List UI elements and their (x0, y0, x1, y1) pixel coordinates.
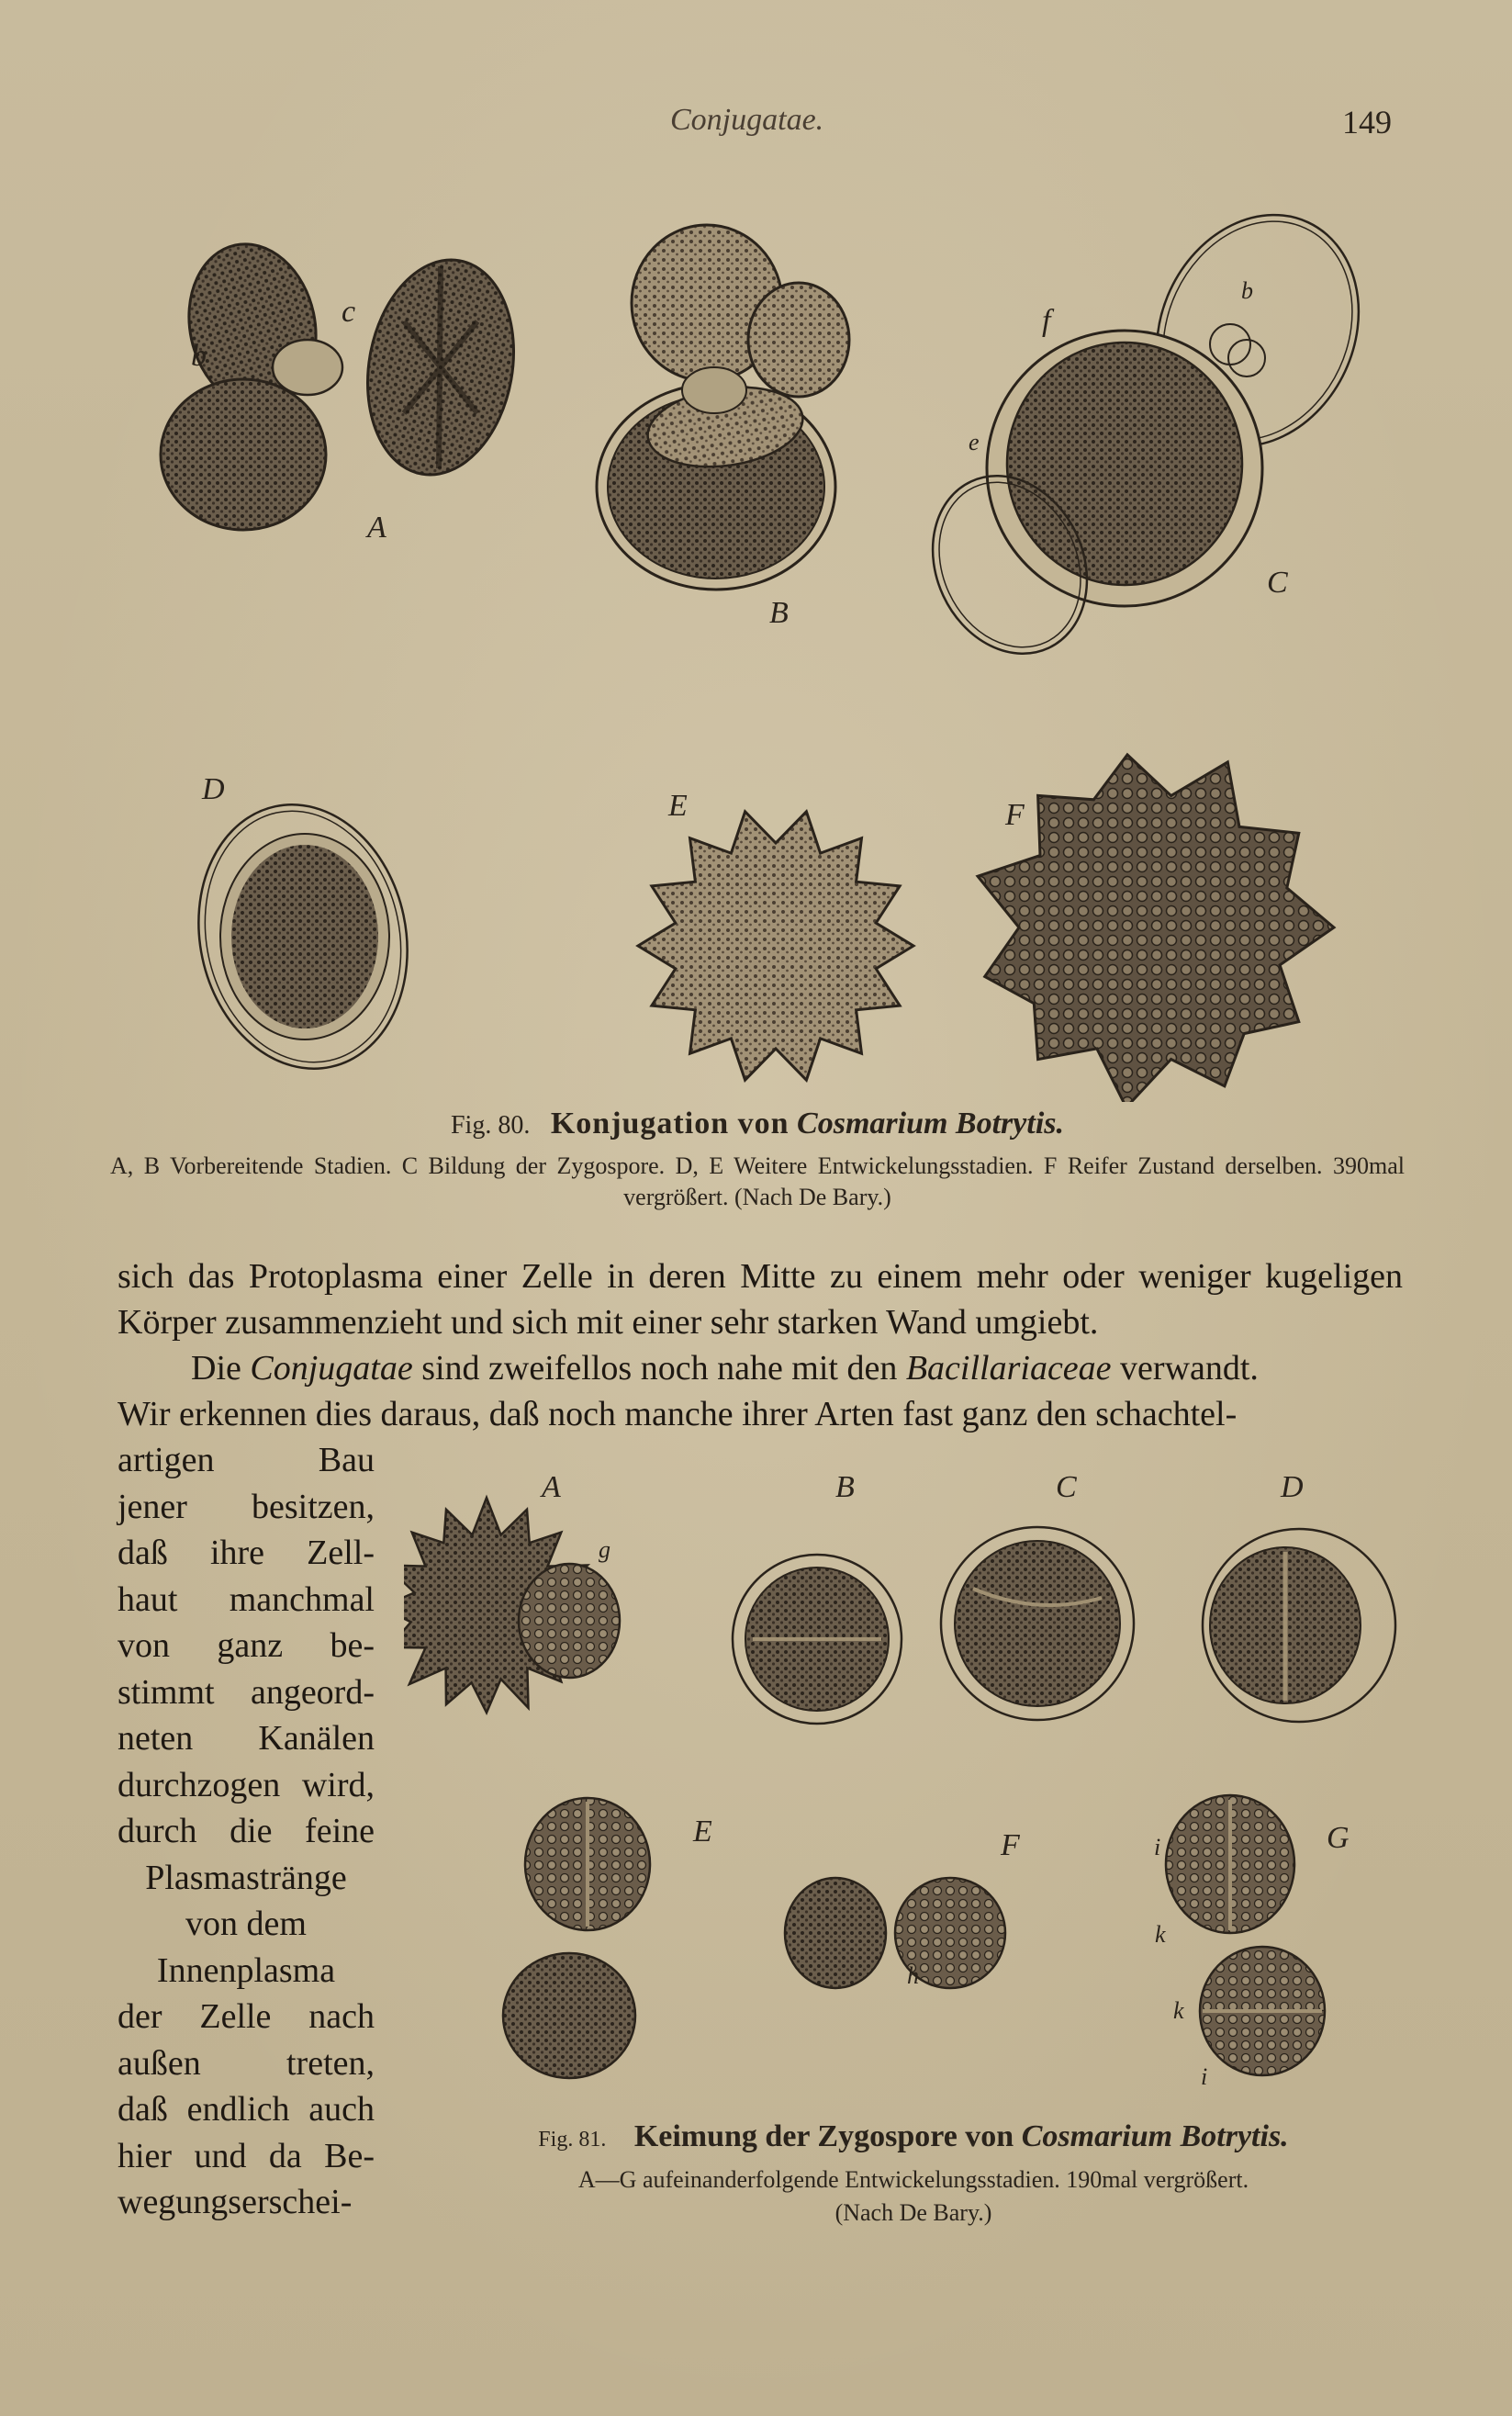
text-line: daß endlich auch (118, 2090, 375, 2129)
fig80-D-zygospore (174, 785, 431, 1088)
fig80-label-B: B (769, 596, 789, 630)
figure-81-title-species: Cosmarium Botrytis. (1021, 2119, 1289, 2153)
paragraph-2: Die Conjugatae sind zweifellos noch nahe mit den Bacillariaceae verwandt. (191, 1349, 1259, 1388)
fig81-label-D: D (1281, 1470, 1304, 1504)
fig81-B-cell (733, 1555, 902, 1724)
fig81-D-cell (1203, 1529, 1395, 1722)
fig80-label-A: A (367, 511, 386, 545)
fig81-G-cells (1166, 1795, 1325, 2075)
fig80-label-b2: b (1241, 277, 1253, 304)
figure-80-illustration (92, 184, 1432, 1102)
fig81-label-k1: k (1155, 1921, 1166, 1948)
figure-80-title-text: Konjugation von (550, 1107, 790, 1141)
figure-81-title (418, 2119, 1409, 2154)
figure-81-title-text: Keimung der Zygospore von (633, 2119, 1014, 2153)
text-line: neten Kanälen (118, 1719, 375, 1758)
text-line: Plasmastränge (145, 1858, 347, 1897)
text-line: durchzogen wird, (118, 1765, 375, 1804)
fig80-label-f: f (1042, 304, 1051, 338)
figure-80-title (110, 1107, 1405, 1141)
text-line: hier und da Be- (118, 2136, 375, 2175)
text-line: artigen Bau (118, 1441, 375, 1479)
paragraph-1: sich das Protoplasma einer Zelle in deren Mitte zu einem mehr oder weniger kugeligen Körper zusammenzieht und sich mit einer sehr starken Wand umgiebt. (118, 1257, 1403, 1342)
fig81-label-A: A (542, 1470, 561, 1504)
fig81-label-h: h (907, 1962, 919, 1989)
figure-81-number: Fig. 81. (538, 2128, 607, 2152)
text-line: haut manchmal (118, 1579, 375, 1619)
text-line: von ganz be- (118, 1626, 375, 1665)
fig81-label-k2: k (1173, 1997, 1184, 2024)
text-line: jener besitzen, (118, 1487, 375, 1526)
fig80-label-c: c (342, 295, 356, 329)
fig80-label-C: C (1267, 566, 1288, 600)
figure-81-caption-desc: A—G aufeinanderfolgende Entwickelungsstadien. 190mal vergrößert. (577, 2166, 1249, 2193)
fig81-A-germinating-spore (404, 1498, 620, 1713)
fig81-F-cells (785, 1878, 1005, 1988)
text-line: durch die feine (118, 1812, 375, 1850)
text-line: stimmt angeord- (118, 1672, 375, 1712)
running-header: Conjugatae. (670, 103, 824, 137)
fig80-label-e: e (969, 429, 980, 455)
fig80-label-F: F (1005, 798, 1025, 832)
fig80-A-cells (161, 232, 530, 530)
figure-80-caption: A, B Vorbereitende Stadien. C Bildung der Zygospore. D, E Weitere Entwickelungsstadien. F Reifer Zustand derselben. 390mal vergrößert. (Nach De Bary.) (110, 1152, 1405, 1210)
figure-80-number: Fig. 80. (450, 1111, 531, 1140)
fig81-label-G: G (1327, 1821, 1350, 1855)
fig81-label-i1: i (1154, 1834, 1161, 1860)
fig81-label-B: B (835, 1470, 855, 1504)
fig80-label-E: E (668, 789, 688, 823)
narrow-text-column (118, 1437, 375, 2226)
fig80-F-mature-zygospore (978, 755, 1334, 1102)
text-line: Innenplasma (156, 1950, 336, 1990)
fig81-label-E: E (693, 1815, 712, 1849)
fig81-label-g: g (599, 1536, 610, 1563)
figure-81-caption (418, 2163, 1409, 2230)
figure-80-title-species: Cosmarium Botrytis. (797, 1107, 1064, 1141)
text-line: der Zelle nach (118, 1997, 375, 2036)
figure-81-caption-source: (Nach De Bary.) (834, 2199, 992, 2226)
fig80-E-spiny-zygospore (638, 812, 913, 1080)
fig81-E-cells (503, 1798, 650, 2078)
text-line: außen treten, (118, 2043, 375, 2083)
fig81-label-i2: i (1201, 2063, 1208, 2090)
figure-81-illustration (404, 1460, 1432, 2103)
fig80-B-cells (597, 225, 849, 590)
text-line: von dem (185, 1905, 307, 1943)
text-line: daß ihre Zell- (118, 1534, 375, 1572)
fig81-label-F: F (1001, 1828, 1020, 1862)
fig81-label-C: C (1056, 1470, 1077, 1504)
text-line: wegungserschei- (118, 2183, 353, 2221)
page-number: 149 (1342, 104, 1392, 140)
fig80-label-b1: b (191, 339, 207, 373)
paragraph-3: Wir erkennen dies daraus, daß noch manche ihrer Arten fast ganz den schachtel- (118, 1395, 1238, 1433)
fig80-label-D: D (202, 772, 225, 806)
fig81-C-cell (941, 1527, 1134, 1720)
